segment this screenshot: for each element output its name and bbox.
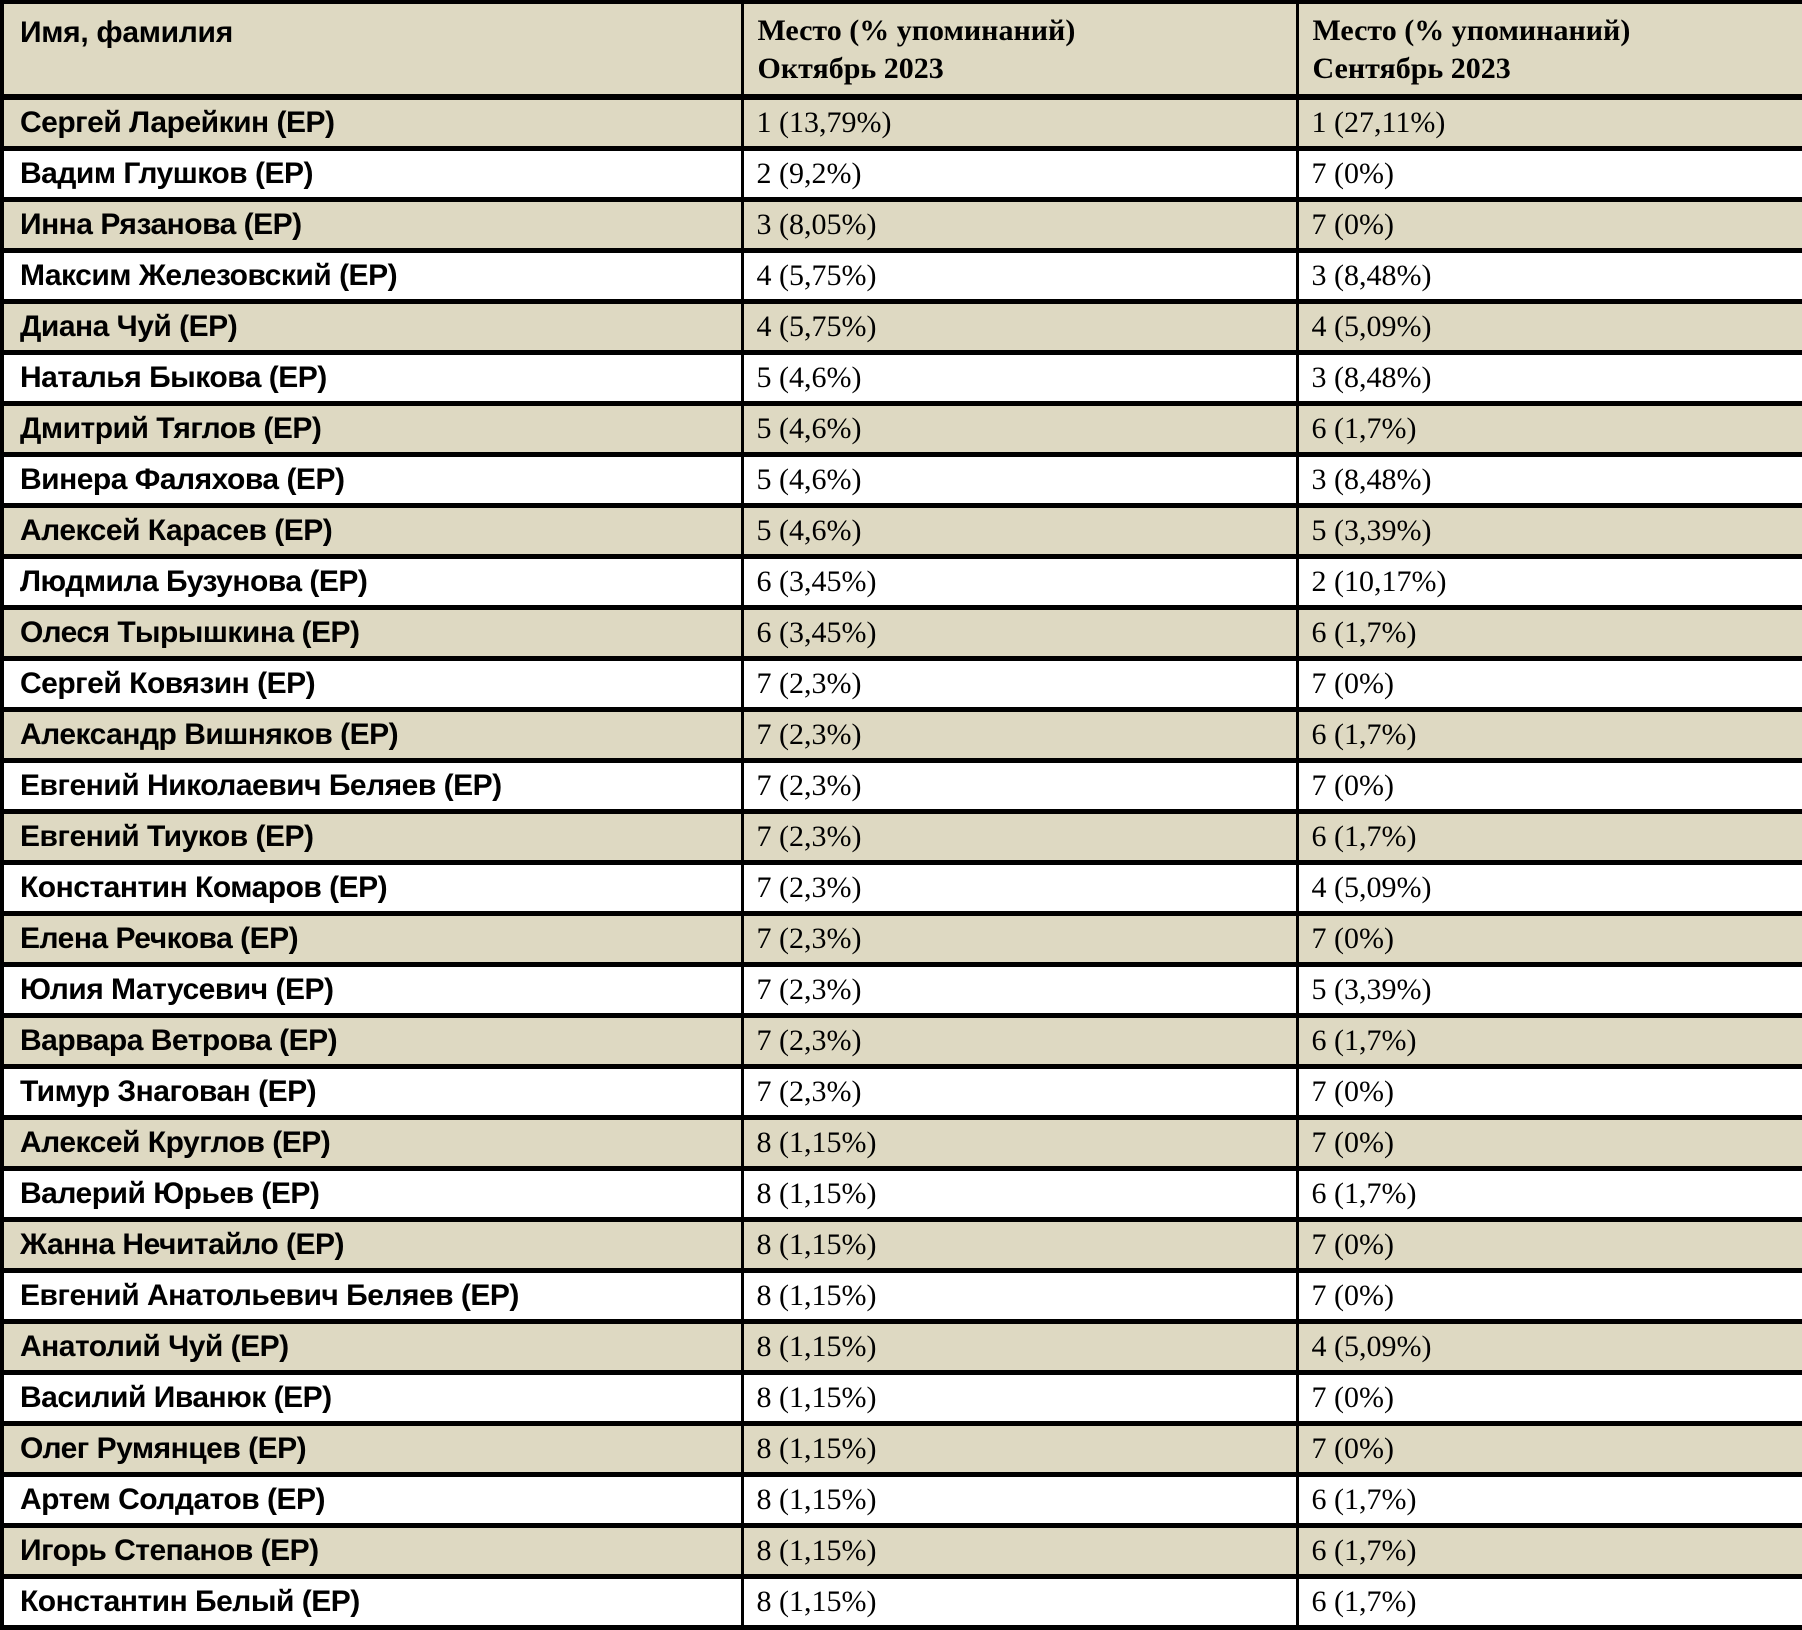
name-cell: Диана Чуй (ЕР): [2, 302, 742, 353]
table-row: [2, 302, 1802, 353]
september-value-cell: 3 (8,48%): [1297, 251, 1802, 302]
september-value-cell: 6 (1,7%): [1297, 812, 1802, 863]
name-cell: Константин Белый (ЕР): [2, 1577, 742, 1628]
october-value-cell: 7 (2,3%): [742, 761, 1297, 812]
september-value-cell: 7 (0%): [1297, 1424, 1802, 1475]
september-header-line2: Сентябрь 2023: [1312, 52, 1511, 85]
table-row: [2, 1577, 1802, 1628]
table-row: [2, 557, 1802, 608]
name-cell: Евгений Николаевич Беляев (ЕР): [2, 761, 742, 812]
table-row: [2, 1475, 1802, 1526]
table-row: [2, 1424, 1802, 1475]
table-row: [2, 404, 1802, 455]
september-value-cell: 7 (0%): [1297, 1067, 1802, 1118]
september-header-cell: [1297, 2, 1802, 97]
table-row: [2, 1322, 1802, 1373]
october-value-cell: 8 (1,15%): [742, 1475, 1297, 1526]
table-row: [2, 251, 1802, 302]
name-header-label: Имя, фамилия: [20, 16, 233, 49]
table-row: [2, 353, 1802, 404]
name-cell: Василий Иванюк (ЕР): [2, 1373, 742, 1424]
name-header-cell: [2, 2, 742, 97]
october-value-cell: 1 (13,79%): [742, 97, 1297, 149]
october-value-cell: 5 (4,6%): [742, 455, 1297, 506]
table-row: [2, 812, 1802, 863]
table-row: [2, 1526, 1802, 1577]
name-cell: Анатолий Чуй (ЕР): [2, 1322, 742, 1373]
name-cell: Артем Солдатов (ЕР): [2, 1475, 742, 1526]
september-value-cell: 7 (0%): [1297, 200, 1802, 251]
table-row: [2, 1016, 1802, 1067]
name-cell: Валерий Юрьев (ЕР): [2, 1169, 742, 1220]
table-row: [2, 1220, 1802, 1271]
october-value-cell: 7 (2,3%): [742, 863, 1297, 914]
table-row: [2, 1067, 1802, 1118]
september-value-cell: 7 (0%): [1297, 761, 1802, 812]
name-cell: Максим Железовский (ЕР): [2, 251, 742, 302]
table-row: [2, 455, 1802, 506]
table-body: [2, 97, 1802, 1628]
name-cell: Константин Комаров (ЕР): [2, 863, 742, 914]
october-value-cell: 8 (1,15%): [742, 1424, 1297, 1475]
name-cell: Евгений Анатольевич Беляев (ЕР): [2, 1271, 742, 1322]
october-header-line1: Место (% упоминаний): [757, 14, 1076, 47]
september-value-cell: 3 (8,48%): [1297, 353, 1802, 404]
september-value-cell: 6 (1,7%): [1297, 710, 1802, 761]
table-row: [2, 200, 1802, 251]
october-value-cell: 7 (2,3%): [742, 914, 1297, 965]
header-row: [2, 2, 1802, 97]
october-value-cell: 4 (5,75%): [742, 302, 1297, 353]
september-value-cell: 4 (5,09%): [1297, 1322, 1802, 1373]
name-cell: Олег Румянцев (ЕР): [2, 1424, 742, 1475]
september-value-cell: 6 (1,7%): [1297, 1475, 1802, 1526]
september-value-cell: 6 (1,7%): [1297, 1169, 1802, 1220]
table-header: [2, 2, 1802, 97]
september-header-line1: Место (% упоминаний): [1312, 14, 1631, 47]
october-value-cell: 8 (1,15%): [742, 1271, 1297, 1322]
october-value-cell: 3 (8,05%): [742, 200, 1297, 251]
table-row: [2, 659, 1802, 710]
name-cell: Олеся Тырышкина (ЕР): [2, 608, 742, 659]
october-value-cell: 8 (1,15%): [742, 1577, 1297, 1628]
name-cell: Инна Рязанова (ЕР): [2, 200, 742, 251]
table-row: [2, 1373, 1802, 1424]
october-value-cell: 7 (2,3%): [742, 1016, 1297, 1067]
name-cell: Людмила Бузунова (ЕР): [2, 557, 742, 608]
october-header-line2: Октябрь 2023: [757, 52, 944, 85]
name-cell: Тимур Знагован (ЕР): [2, 1067, 742, 1118]
table-row: [2, 149, 1802, 200]
october-value-cell: 7 (2,3%): [742, 710, 1297, 761]
name-cell: Евгений Тиуков (ЕР): [2, 812, 742, 863]
september-value-cell: 1 (27,11%): [1297, 97, 1802, 149]
october-value-cell: 7 (2,3%): [742, 1067, 1297, 1118]
name-cell: Елена Речкова (ЕР): [2, 914, 742, 965]
name-cell: Сергей Ларейкин (ЕР): [2, 97, 742, 149]
october-value-cell: 7 (2,3%): [742, 812, 1297, 863]
october-value-cell: 8 (1,15%): [742, 1220, 1297, 1271]
september-value-cell: 3 (8,48%): [1297, 455, 1802, 506]
name-cell: Александр Вишняков (ЕР): [2, 710, 742, 761]
october-value-cell: 8 (1,15%): [742, 1169, 1297, 1220]
september-value-cell: 6 (1,7%): [1297, 404, 1802, 455]
october-value-cell: 5 (4,6%): [742, 404, 1297, 455]
october-value-cell: 8 (1,15%): [742, 1118, 1297, 1169]
table-row: [2, 97, 1802, 149]
september-value-cell: 7 (0%): [1297, 1118, 1802, 1169]
october-value-cell: 6 (3,45%): [742, 608, 1297, 659]
september-value-cell: 7 (0%): [1297, 914, 1802, 965]
september-value-cell: 2 (10,17%): [1297, 557, 1802, 608]
name-cell: Дмитрий Тяглов (ЕР): [2, 404, 742, 455]
name-cell: Сергей Ковязин (ЕР): [2, 659, 742, 710]
name-cell: Жанна Нечитайло (ЕР): [2, 1220, 742, 1271]
table-row: [2, 863, 1802, 914]
table-row: [2, 914, 1802, 965]
table-row: [2, 1169, 1802, 1220]
table-row: [2, 1118, 1802, 1169]
october-value-cell: 5 (4,6%): [742, 353, 1297, 404]
october-value-cell: 4 (5,75%): [742, 251, 1297, 302]
table-row: [2, 761, 1802, 812]
name-cell: Игорь Степанов (ЕР): [2, 1526, 742, 1577]
name-cell: Варвара Ветрова (ЕР): [2, 1016, 742, 1067]
september-value-cell: 7 (0%): [1297, 659, 1802, 710]
october-value-cell: 8 (1,15%): [742, 1373, 1297, 1424]
table-row: [2, 1271, 1802, 1322]
name-cell: Вадим Глушков (ЕР): [2, 149, 742, 200]
september-value-cell: 6 (1,7%): [1297, 1016, 1802, 1067]
october-value-cell: 5 (4,6%): [742, 506, 1297, 557]
name-cell: Винера Фаляхова (ЕР): [2, 455, 742, 506]
september-value-cell: 5 (3,39%): [1297, 965, 1802, 1016]
table-row: [2, 506, 1802, 557]
table-row: [2, 608, 1802, 659]
name-cell: Наталья Быкова (ЕР): [2, 353, 742, 404]
september-value-cell: 6 (1,7%): [1297, 1526, 1802, 1577]
september-value-cell: 4 (5,09%): [1297, 863, 1802, 914]
table-row: [2, 965, 1802, 1016]
september-value-cell: 4 (5,09%): [1297, 302, 1802, 353]
september-value-cell: 6 (1,7%): [1297, 1577, 1802, 1628]
september-value-cell: 7 (0%): [1297, 1220, 1802, 1271]
september-value-cell: 7 (0%): [1297, 1373, 1802, 1424]
name-cell: Юлия Матусевич (ЕР): [2, 965, 742, 1016]
october-value-cell: 8 (1,15%): [742, 1322, 1297, 1373]
september-value-cell: 7 (0%): [1297, 149, 1802, 200]
september-value-cell: 5 (3,39%): [1297, 506, 1802, 557]
name-cell: Алексей Карасев (ЕР): [2, 506, 742, 557]
september-value-cell: 7 (0%): [1297, 1271, 1802, 1322]
name-cell: Алексей Круглов (ЕР): [2, 1118, 742, 1169]
october-value-cell: 8 (1,15%): [742, 1526, 1297, 1577]
september-value-cell: 6 (1,7%): [1297, 608, 1802, 659]
october-value-cell: 6 (3,45%): [742, 557, 1297, 608]
october-header-cell: [742, 2, 1297, 97]
october-value-cell: 2 (9,2%): [742, 149, 1297, 200]
table-row: [2, 710, 1802, 761]
october-value-cell: 7 (2,3%): [742, 659, 1297, 710]
october-value-cell: 7 (2,3%): [742, 965, 1297, 1016]
